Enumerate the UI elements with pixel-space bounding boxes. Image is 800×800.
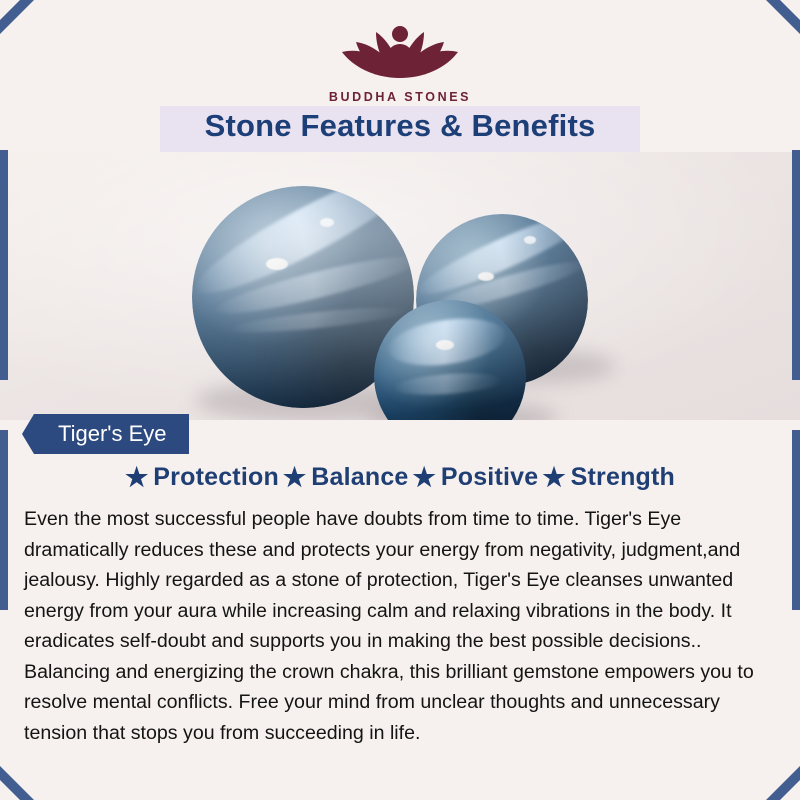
star-icon: ★ bbox=[412, 462, 436, 492]
bead-chatoyancy-band bbox=[212, 247, 414, 323]
bead-highlight bbox=[320, 218, 334, 227]
benefit-keyword bbox=[413, 462, 539, 493]
page-title: Stone Features & Benefits bbox=[204, 108, 596, 143]
benefit-keyword-list bbox=[0, 462, 800, 493]
benefit-keyword bbox=[542, 462, 675, 493]
corner-ornament-bottom-left-inner bbox=[0, 780, 20, 800]
bead-body bbox=[374, 300, 526, 420]
bead-highlight bbox=[436, 340, 454, 350]
benefit-keyword-label: Protection bbox=[153, 463, 279, 491]
stone-name-label: Tiger's Eye bbox=[58, 421, 167, 446]
bead-shading bbox=[416, 214, 588, 386]
benefit-keyword-label: Strength bbox=[570, 463, 676, 491]
bead-body bbox=[192, 186, 414, 408]
bead-body bbox=[416, 214, 588, 386]
brand-logo bbox=[0, 14, 800, 104]
bead-chatoyancy-band bbox=[386, 312, 509, 372]
gemstone-bead-large bbox=[192, 186, 414, 408]
product-photo bbox=[0, 152, 800, 420]
gemstone-bead-small bbox=[374, 300, 526, 420]
bottom-trim bbox=[0, 792, 800, 800]
benefit-keyword-label: Balance bbox=[311, 463, 409, 491]
lotus-meditation-figure-icon bbox=[324, 14, 476, 88]
frame-edge-right-upper bbox=[792, 150, 800, 380]
corner-ornament-bottom-right-inner bbox=[780, 780, 800, 800]
bead-highlight bbox=[478, 272, 494, 281]
stone-name-tab bbox=[34, 414, 189, 454]
gemstone-bead-medium bbox=[416, 214, 588, 386]
star-icon: ★ bbox=[542, 462, 566, 492]
benefit-keyword-label: Positive bbox=[440, 463, 539, 491]
bead-chatoyancy-band bbox=[393, 370, 502, 397]
frame-edge-left-lower bbox=[0, 430, 8, 610]
bead-shading bbox=[192, 186, 414, 408]
star-icon: ★ bbox=[124, 462, 149, 492]
frame-edge-left-upper bbox=[0, 150, 8, 380]
frame-edge-right-lower bbox=[792, 430, 800, 610]
bead-shadow bbox=[420, 348, 615, 384]
bead-chatoyancy-band bbox=[426, 254, 588, 318]
benefit-keyword bbox=[283, 462, 409, 493]
bead-highlight bbox=[266, 258, 288, 270]
benefit-keyword bbox=[125, 462, 279, 493]
bead-shadow bbox=[196, 380, 426, 420]
star-icon: ★ bbox=[282, 462, 307, 492]
bead-highlight bbox=[524, 236, 536, 244]
bead-shading bbox=[374, 300, 526, 420]
bead-shadow bbox=[368, 402, 558, 420]
bead-chatoyancy-band bbox=[228, 303, 409, 338]
bead-chatoyancy-band bbox=[416, 214, 588, 305]
stone-description: Even the most successful people have doubts from time to time. Tiger's Eye dramatically reduces these and protects your energy from negativity, judgment,and jealousy. Highly regarded as a stone of protection, Tiger's Eye cleanses unwanted energy from your aura while increasing calm and relaxing vibrations in the body. It eradicates self-doubt and supports you in making the best possible decisions.. Balancing and energizing the crown chakra, this brilliant gemstone empowers you to resolve mental conflicts. Free your mind from unclear thoughts and unnecessary tension that stops you from succeeding in life. bbox=[24, 508, 754, 744]
bead-chatoyancy-band bbox=[192, 186, 414, 310]
brand-name: BUDDHA STONES bbox=[328, 90, 472, 104]
